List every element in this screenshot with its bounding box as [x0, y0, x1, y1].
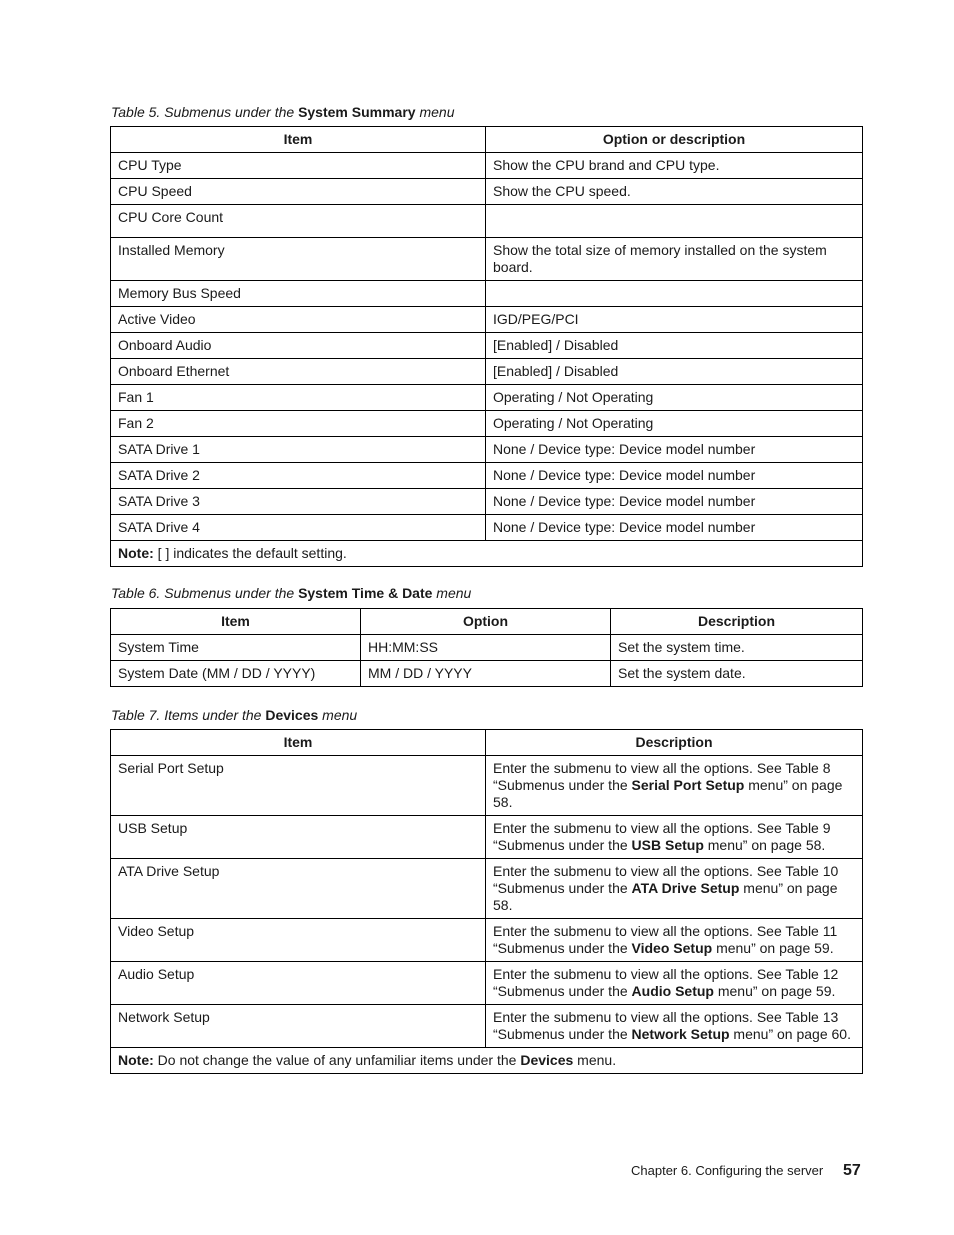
description-cell: [486, 756, 863, 816]
table-row: [111, 281, 863, 307]
item-cell: System Time: [111, 635, 361, 661]
table-row: [111, 307, 863, 333]
table-row: [111, 489, 863, 515]
description-cell: [486, 1005, 863, 1048]
item-cell: System Date (MM / DD / YYYY): [111, 661, 361, 687]
option-cell: Show the CPU speed.: [486, 179, 863, 205]
option-cell: [486, 205, 863, 238]
option-cell: Show the total size of memory installed on the system board.: [486, 238, 863, 281]
table-row: [111, 756, 863, 816]
column-header: Item: [111, 127, 486, 153]
option-cell: [Enabled] / Disabled: [486, 359, 863, 385]
option-cell: Operating / Not Operating: [486, 411, 863, 437]
item-cell: Onboard Ethernet: [111, 359, 486, 385]
description-cell: Set the system time.: [611, 635, 863, 661]
item-cell: Fan 1: [111, 385, 486, 411]
column-header: Option: [361, 609, 611, 635]
item-cell: ATA Drive Setup: [111, 859, 486, 919]
option-cell: MM / DD / YYYY: [361, 661, 611, 687]
column-header: Item: [111, 609, 361, 635]
table5: [110, 126, 863, 567]
table-row: [111, 411, 863, 437]
description-text: menu” on page 58.: [493, 880, 838, 913]
page-number: 57: [843, 1162, 861, 1179]
table5-caption: Table 5. Submenus under the System Summary menu: [111, 104, 455, 120]
description-text: menu” on page 59.: [712, 940, 834, 956]
description-cell: [486, 859, 863, 919]
note-row: [111, 541, 863, 567]
table-row: [111, 463, 863, 489]
submenu-name: ATA Drive Setup: [631, 880, 740, 896]
description-text: Enter the submenu to view all the options. See Table 9 “Submenus under the: [493, 820, 831, 853]
description-text: menu” on page 58.: [493, 777, 843, 810]
table-row: [111, 962, 863, 1005]
option-cell: None / Device type: Device model number: [486, 515, 863, 541]
description-cell: [486, 962, 863, 1005]
item-cell: CPU Speed: [111, 179, 486, 205]
item-cell: Network Setup: [111, 1005, 486, 1048]
note-label: Note:: [118, 545, 154, 561]
item-cell: Audio Setup: [111, 962, 486, 1005]
item-cell: SATA Drive 2: [111, 463, 486, 489]
item-cell: Onboard Audio: [111, 333, 486, 359]
column-header: Option or description: [486, 127, 863, 153]
table-header-row: [111, 127, 863, 153]
item-cell: SATA Drive 3: [111, 489, 486, 515]
option-cell: None / Device type: Device model number: [486, 437, 863, 463]
item-cell: CPU Type: [111, 153, 486, 179]
note-bold: Devices: [520, 1052, 574, 1068]
option-cell: Operating / Not Operating: [486, 385, 863, 411]
option-cell: [Enabled] / Disabled: [486, 333, 863, 359]
description-text: Enter the submenu to view all the options. See Table 10 “Submenus under the: [493, 863, 839, 896]
table-row: [111, 1005, 863, 1048]
table6-caption: Table 6. Submenus under the System Time & Date menu: [111, 585, 472, 601]
column-header: Description: [611, 609, 863, 635]
description-cell: [486, 816, 863, 859]
table-row: [111, 816, 863, 859]
item-cell: Fan 2: [111, 411, 486, 437]
option-cell: Show the CPU brand and CPU type.: [486, 153, 863, 179]
note-text: menu.: [573, 1052, 617, 1068]
submenu-name: Serial Port Setup: [631, 777, 745, 793]
item-cell: CPU Core Count: [111, 205, 486, 238]
option-cell: HH:MM:SS: [361, 635, 611, 661]
item-cell: Installed Memory: [111, 238, 486, 281]
table-row: [111, 238, 863, 281]
description-text: menu” on page 58.: [703, 837, 826, 853]
item-cell: Serial Port Setup: [111, 756, 486, 816]
table-row: [111, 859, 863, 919]
table-row: [111, 205, 863, 238]
item-cell: Memory Bus Speed: [111, 281, 486, 307]
column-header: Description: [486, 730, 863, 756]
table6: [110, 608, 863, 687]
option-cell: [486, 281, 863, 307]
submenu-name: USB Setup: [631, 837, 704, 853]
note-cell: [111, 1048, 863, 1074]
item-cell: SATA Drive 4: [111, 515, 486, 541]
option-cell: IGD/PEG/PCI: [486, 307, 863, 333]
table-header-row: [111, 730, 863, 756]
table-row: [111, 179, 863, 205]
column-header: Item: [111, 730, 486, 756]
table7-caption: Table 7. Items under the Devices menu: [111, 707, 358, 723]
table-row: [111, 385, 863, 411]
table-row: [111, 437, 863, 463]
item-cell: SATA Drive 1: [111, 437, 486, 463]
submenu-name: Network Setup: [631, 1026, 730, 1042]
description-cell: [486, 919, 863, 962]
note-row: [111, 1048, 863, 1074]
submenu-name: Video Setup: [631, 940, 713, 956]
description-text: Enter the submenu to view all the options. See Table 8 “Submenus under the: [493, 760, 831, 793]
table-row: [111, 661, 863, 687]
table-row: [111, 515, 863, 541]
table7: [110, 729, 863, 1074]
item-cell: Active Video: [111, 307, 486, 333]
table-row: [111, 359, 863, 385]
note-text: [ ] indicates the default setting.: [153, 545, 347, 561]
item-cell: Video Setup: [111, 919, 486, 962]
submenu-name: Audio Setup: [631, 983, 714, 999]
option-cell: None / Device type: Device model number: [486, 489, 863, 515]
note-cell: [111, 541, 863, 567]
description-text: Enter the submenu to view all the options. See Table 11 “Submenus under the: [493, 923, 838, 956]
table-row: [111, 635, 863, 661]
description-text: Enter the submenu to view all the options. See Table 13 “Submenus under the: [493, 1009, 839, 1042]
description-text: Enter the submenu to view all the options. See Table 12 “Submenus under the: [493, 966, 839, 999]
note-label: Note:: [118, 1052, 154, 1068]
description-cell: Set the system date.: [611, 661, 863, 687]
table-row: [111, 919, 863, 962]
item-cell: USB Setup: [111, 816, 486, 859]
description-text: menu” on page 59.: [713, 983, 836, 999]
table-row: [111, 333, 863, 359]
option-cell: None / Device type: Device model number: [486, 463, 863, 489]
description-text: menu” on page 60.: [729, 1026, 851, 1042]
table-row: [111, 153, 863, 179]
table-header-row: [111, 609, 863, 635]
chapter-footer: Chapter 6. Configuring the server: [631, 1163, 824, 1178]
note-text: Do not change the value of any unfamiliar items under the: [153, 1052, 521, 1068]
